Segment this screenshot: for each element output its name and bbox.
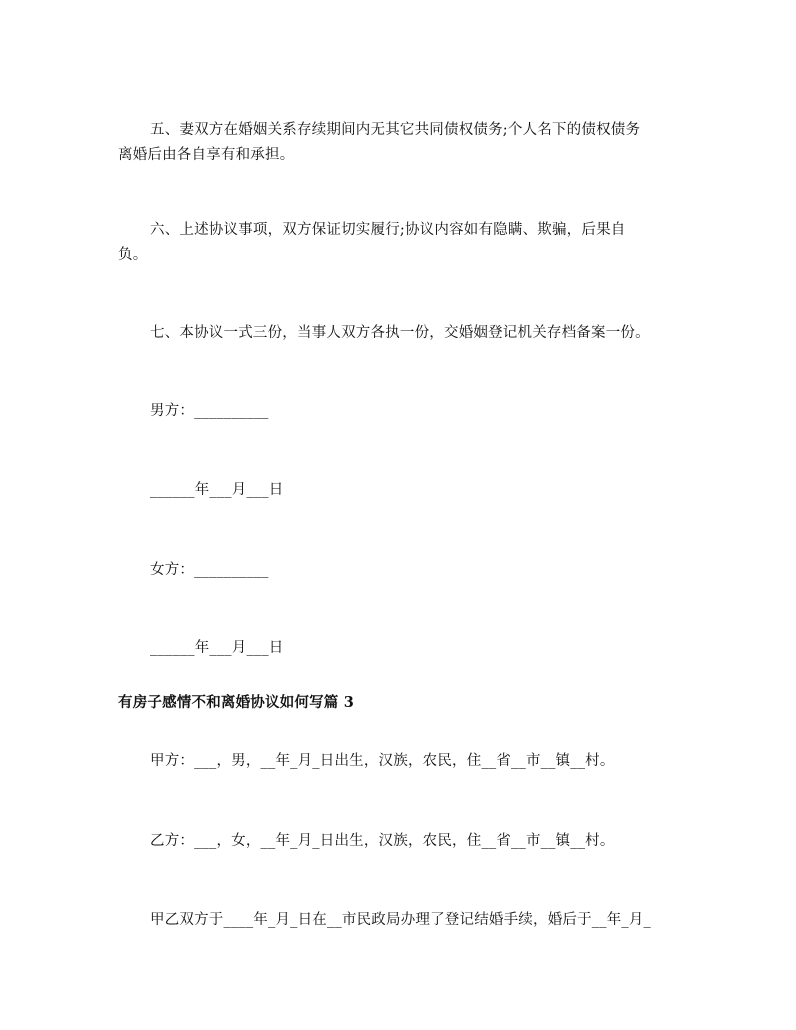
female-date-line: ______年___月___日 (150, 640, 284, 656)
male-date-line: ______年___月___日 (150, 482, 284, 498)
female-signature-line: 女方：__________ (150, 562, 269, 578)
marriage-registration-line: 甲乙双方于____年_月_日在__市民政局办理了登记结婚手续，婚后于__年_月_ (150, 912, 651, 928)
clause-six-line-2: 负。 (118, 247, 148, 263)
clause-six-line-1: 六、上述协议事项，双方保证切实履行;协议内容如有隐瞒、欺骗，后果自 (150, 222, 626, 238)
party-a-line: 甲方：___，男，__年_月_日出生，汉族，农民，住__省__市__镇__村。 (150, 753, 615, 769)
clause-five-line-2: 离婚后由各自享有和承担。 (118, 147, 295, 163)
clause-five-line-1: 五、妻双方在婚姻关系存续期间内无其它共同债权债务;个人名下的债权债务 (150, 122, 641, 138)
clause-seven-line: 七、本协议一式三份，当事人双方各执一份，交婚姻登记机关存档备案一份。 (150, 325, 650, 341)
party-b-line: 乙方：___，女，__年_月_日出生，汉族，农民，住__省__市__镇__村。 (150, 833, 615, 849)
male-signature-line: 男方：__________ (150, 403, 269, 419)
section-heading: 有房子感情不和离婚协议如何写篇 3 (118, 694, 355, 711)
